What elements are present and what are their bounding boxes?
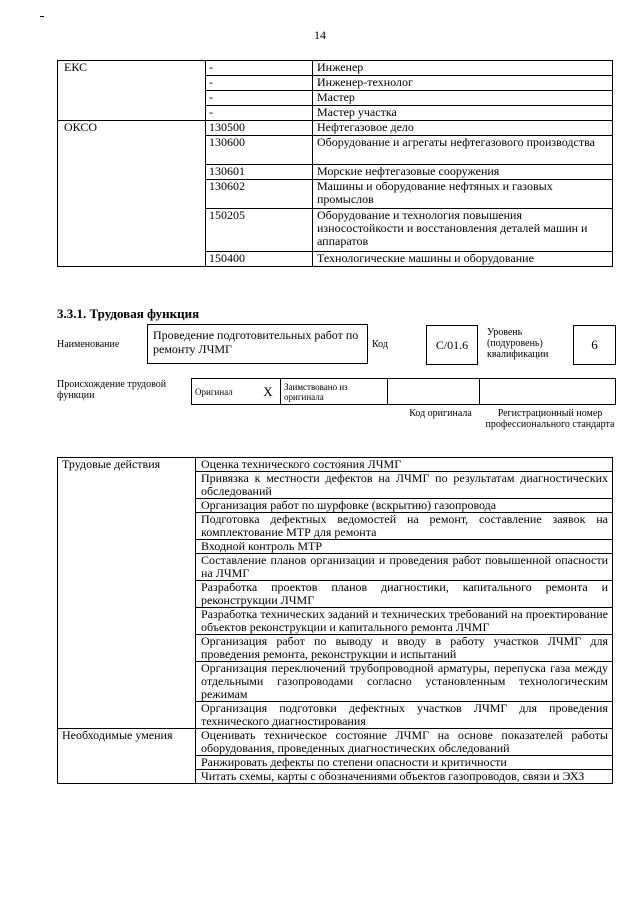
name-cell: Мастер участка: [313, 106, 613, 121]
labor-action-item: Составление планов организации и проведения работ повышенной опасности на ЛЧМГ: [196, 554, 613, 581]
table-row: [58, 458, 613, 472]
labor-action-item: Оценка технического состояния ЛЧМГ: [196, 458, 613, 472]
borrowed-label: Заимствовано из оригинала: [281, 379, 388, 405]
code-cell: 150400: [206, 252, 313, 267]
table-row: [58, 121, 613, 136]
code-label: Код: [372, 339, 388, 350]
labor-action-item: Организация работ по шурфовке (вскрытию) газопровода: [196, 499, 613, 513]
corner-mark: [40, 16, 44, 17]
labor-action-item: Привязка к местности дефектов на ЛЧМГ по результатам диагностических обследований: [196, 472, 613, 499]
name-cell: Технологические машины и оборудование: [313, 252, 613, 267]
labor-action-item: Разработка проектов планов диагностики, капитального ремонта и реконструкции ЛЧМГ: [196, 581, 613, 608]
required-skills-label: Необходимые умения: [58, 729, 196, 784]
code-cell: 130500: [206, 121, 313, 136]
code-cell: -: [206, 91, 313, 106]
registration-number-cell: [480, 379, 616, 405]
original-label: Оригинал: [192, 379, 257, 405]
reference-table: [57, 60, 613, 267]
name-cell: Инженер-технолог: [313, 76, 613, 91]
original-code-caption: Код оригинала: [409, 408, 472, 419]
skill-item: Оценивать техническое состояние ЛЧМГ на основе показателей работы оборудования, проведенных диагностических обследований: [196, 729, 613, 756]
code-cell: -: [206, 106, 313, 121]
labor-actions-label: Трудовые действия: [58, 458, 196, 729]
labor-action-item: Разработка технических заданий и технических требований на проектирование объектов реконструкции и капитального ремонта ЛЧМГ: [196, 608, 613, 635]
group-cell-okso: ОКСО: [58, 121, 206, 267]
labor-action-item: Входной контроль МТР: [196, 540, 613, 554]
name-cell: Оборудование и технология повышения износостойкости и восстановления деталей машин и аппаратов: [313, 209, 613, 252]
code-cell: -: [206, 76, 313, 91]
origin-table: [191, 378, 616, 405]
table-row: [58, 729, 613, 756]
labor-action-item: Подготовка дефектных ведомостей на ремонт, составление заявок на комплектование МТР для ремонта: [196, 513, 613, 540]
labor-function-table: [57, 457, 613, 784]
code-cell: -: [206, 61, 313, 76]
section-title: 3.3.1. Трудовая функция: [57, 306, 200, 321]
code-cell: 130600: [206, 136, 313, 165]
code-cell: 130601: [206, 165, 313, 180]
registration-number-caption: Регистрационный номер профессионального стандарта: [485, 408, 615, 430]
labor-action-item: Организация подготовки дефектных участков ЛЧМГ для проведения технического диагностирования: [196, 702, 613, 729]
name-cell: Оборудование и агрегаты нефтегазового производства: [313, 136, 613, 165]
level-label: Уровень (подуровень) квалификации: [487, 327, 549, 360]
origin-label: Происхождение трудовой функции: [57, 379, 167, 401]
labor-action-item: Организация переключений трубопроводной арматуры, перепуска газа между отдельными газопроводами согласно установленным технологическим режимам: [196, 662, 613, 702]
skill-item: Ранжировать дефекты по степени опасности и критичности: [196, 756, 613, 770]
labor-action-item: Организация работ по выводу и вводу в работу участков ЛЧМГ для проведения ремонта, реконструкции и испытаний: [196, 635, 613, 662]
group-cell-eks: ЕКС: [58, 61, 206, 121]
original-mark: X: [256, 379, 281, 405]
page-number: 14: [314, 28, 326, 42]
name-cell: Машины и оборудование нефтяных и газовых промыслов: [313, 180, 613, 209]
function-code-box: С/01.6: [426, 325, 478, 365]
code-cell: 150205: [206, 209, 313, 252]
table-row: [58, 61, 613, 76]
name-cell: Мастер: [313, 91, 613, 106]
original-code-cell: [388, 379, 480, 405]
name-cell: Нефтегазовое дело: [313, 121, 613, 136]
name-cell: Морские нефтегазовые сооружения: [313, 165, 613, 180]
function-name-box: Проведение подготовительных работ по ремонту ЛЧМГ: [147, 324, 368, 364]
code-cell: 130602: [206, 180, 313, 209]
qualification-level-box: 6: [573, 325, 616, 365]
name-cell: Инженер: [313, 61, 613, 76]
skill-item: Читать схемы, карты с обозначениями объектов газопроводов, связи и ЭХЗ: [196, 770, 613, 784]
name-label: Наименование: [57, 339, 120, 350]
